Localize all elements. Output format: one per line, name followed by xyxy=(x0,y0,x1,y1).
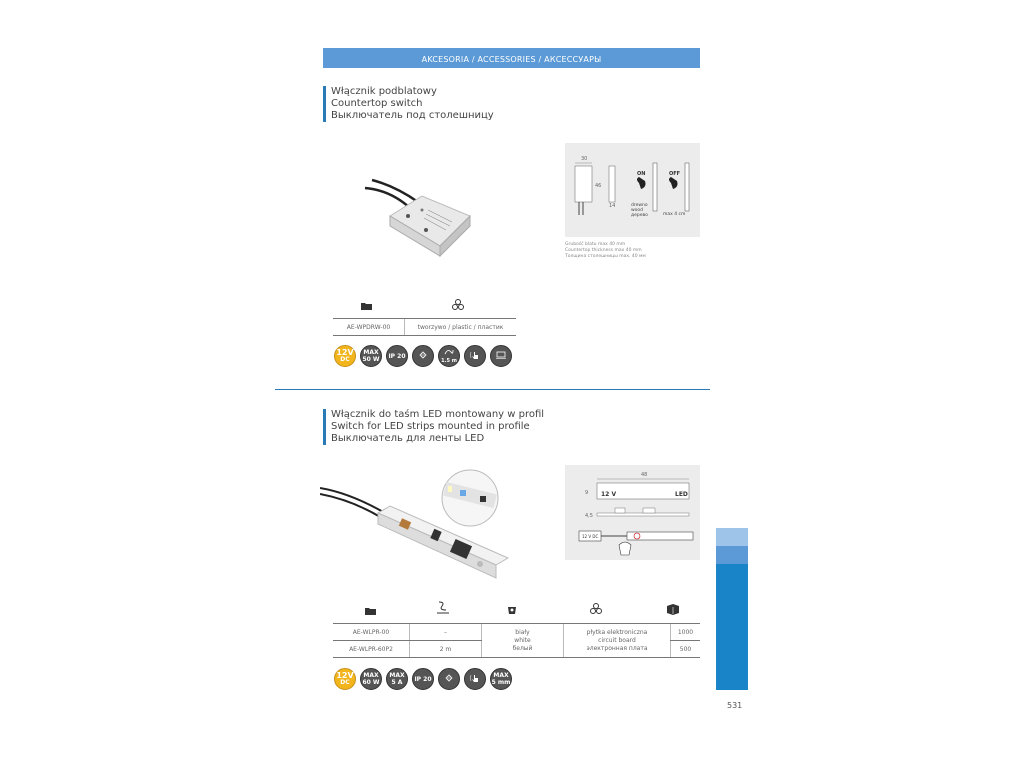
title-pl: Włącznik podblatowy xyxy=(331,86,437,97)
touch-badge xyxy=(464,668,486,690)
badge-bottom-text: 1.5 m xyxy=(441,357,457,364)
title-en: Switch for LED strips mounted in profile xyxy=(331,421,530,432)
badge-top-text: IP 20 xyxy=(388,352,406,360)
package-qty: 1000 xyxy=(671,624,701,641)
dimmer-badge xyxy=(412,345,434,367)
svg-text:12 V: 12 V xyxy=(601,491,617,498)
badge-top-text: IP 20 xyxy=(414,675,432,683)
page-number: 531 xyxy=(727,701,743,710)
chapter-tab-dark xyxy=(716,564,748,690)
cable-icon xyxy=(444,348,454,358)
section2-drawing xyxy=(565,465,700,560)
folder-icon xyxy=(361,300,373,314)
material-icon xyxy=(452,299,464,314)
table-row xyxy=(333,624,700,641)
badge-bottom-text: DC xyxy=(340,356,350,363)
spec-badge xyxy=(360,668,382,690)
touch-icon xyxy=(469,349,481,363)
badge-top-text: 12V xyxy=(336,671,354,680)
dimmer-icon xyxy=(443,672,455,686)
badge-top-text: MAX xyxy=(493,672,509,679)
section-banner: AKCESORIA / ACCESSORIES / АКСЕССУАРЫ xyxy=(323,48,700,68)
touch-badge xyxy=(464,345,486,367)
spec-badge xyxy=(490,668,512,690)
svg-text:46: 46 xyxy=(595,183,602,189)
svg-text:wood: wood xyxy=(631,208,644,213)
svg-text:4,5: 4,5 xyxy=(585,513,593,519)
cable-length-icon xyxy=(436,600,450,619)
badge-bottom-text: 60 W xyxy=(362,679,380,686)
svg-text:14: 14 xyxy=(609,203,616,209)
distance-badge xyxy=(490,345,512,367)
spec-badge xyxy=(334,668,356,690)
package-qty: 500 xyxy=(671,641,701,658)
svg-text:OFF: OFF xyxy=(669,171,681,177)
section-divider xyxy=(275,389,710,390)
svg-text:12 V DC: 12 V DC xyxy=(582,534,599,539)
spec-badge xyxy=(412,668,434,690)
badge-bottom-text: 50 W xyxy=(362,356,380,363)
product-code: AE-WPDRW-00 xyxy=(333,319,405,336)
spec-badge xyxy=(360,345,382,367)
chapter-tab-mid xyxy=(716,546,748,564)
color-icon xyxy=(506,604,518,619)
svg-text:48: 48 xyxy=(641,472,648,478)
section2-table xyxy=(333,623,700,658)
led-profile-switch-image xyxy=(320,458,520,588)
dimmer-badge xyxy=(438,668,460,690)
svg-text:LED: LED xyxy=(675,491,688,498)
spec-badge xyxy=(386,345,408,367)
spec-badge xyxy=(334,345,356,367)
badge-bottom-text: 5 mm xyxy=(491,679,511,686)
thickness-note: Grubość blatu max 40 mm Countertop thickness max 40 mm Толщина столешницы max. 40 мм xyxy=(565,242,646,259)
cable-length: 2 m xyxy=(410,641,482,658)
svg-text:drewno: drewno xyxy=(631,203,648,208)
svg-text:max 4 cm: max 4 cm xyxy=(663,212,686,217)
cable-badge xyxy=(438,345,460,367)
svg-text:ON: ON xyxy=(637,171,646,177)
badge-top-text: MAX xyxy=(363,672,379,679)
spec-badge xyxy=(386,668,408,690)
svg-text:дерево: дерево xyxy=(631,213,648,218)
product-color: biały white белый xyxy=(482,624,564,658)
section1-title xyxy=(323,86,494,122)
title-ru: Выключатель для ленты LED xyxy=(331,433,485,444)
section2-title xyxy=(323,409,544,445)
badge-top-text: MAX xyxy=(389,672,405,679)
chapter-tab-light xyxy=(716,528,748,546)
touch-icon xyxy=(469,672,481,686)
badge-bottom-text: DC xyxy=(340,679,350,686)
dim-top: 30 xyxy=(581,156,588,162)
countertop-switch-image xyxy=(360,168,480,268)
badge-top-text: 12V xyxy=(336,348,354,357)
title-en: Countertop switch xyxy=(331,98,423,109)
svg-text:9: 9 xyxy=(585,490,589,496)
product-code: AE-WLPR-00 xyxy=(333,624,410,641)
cable-length: – xyxy=(410,624,482,641)
title-pl: Włącznik do taśm LED montowany w profil xyxy=(331,409,545,420)
badge-bottom-text: 5 A xyxy=(391,679,403,686)
folder-icon xyxy=(365,605,377,619)
product-material: płytka elektroniczna circuit board электронная плата xyxy=(564,624,671,658)
title-ru: Выключатель под столешницу xyxy=(331,110,494,121)
distance-icon xyxy=(495,350,507,362)
product-material: tworzywo / plastic / пластик xyxy=(405,319,517,336)
section1-table xyxy=(333,318,516,336)
dimmer-icon xyxy=(417,349,429,363)
package-icon xyxy=(666,603,680,618)
table-row xyxy=(333,319,516,336)
section1-drawing xyxy=(565,143,700,237)
badge-top-text: MAX xyxy=(363,349,379,356)
material-icon xyxy=(590,603,602,618)
product-code: AE-WLPR-60P2 xyxy=(333,641,410,658)
